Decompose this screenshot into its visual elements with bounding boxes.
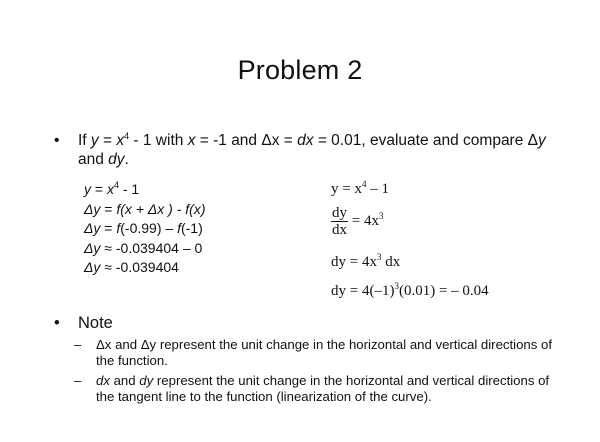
var: x [187,132,196,149]
exponent: 4 [124,131,130,141]
text: (0.01) = – 0.04 [398,283,489,299]
text: = -1 and Δx = [195,132,298,149]
text: dy = 4(–1) [331,283,395,299]
var: dy [108,151,125,168]
var: x [106,181,114,197]
var: y [90,132,99,149]
text: and [111,337,141,352]
exponent: 4 [113,180,119,190]
equation-line [84,180,205,200]
var: dx [297,132,314,149]
var: x [116,132,125,149]
rel: = [100,200,117,217]
rhs: -0.039404 – 0 [115,239,203,256]
note-label: Note [78,314,113,332]
equation-line [84,258,205,278]
fraction [331,205,348,238]
text: and [109,373,140,388]
lhs: Δy [84,259,101,275]
text: dx [381,254,401,270]
text: and [78,151,109,168]
rel: ≈ [100,259,116,275]
dy-equation-1 [331,181,389,198]
text: represent the unit change in the horizontal and vertical directions of the function. [96,337,553,368]
text: . [124,151,129,168]
lhs: y [84,181,91,197]
rhs: f(x + Δx ) - f(x) [116,200,206,217]
text: = 0.01, evaluate and compare Δ [313,132,539,149]
rel: = [100,220,117,236]
denominator: dx [332,222,347,238]
slide-title: Problem 2 [237,55,363,85]
equation-line [84,239,205,259]
rhs: - 1 [118,181,140,197]
text: If [78,132,91,149]
text: = 4x [348,212,379,229]
rhs: (-1) [180,220,203,236]
text: = [98,132,117,149]
var: Δx [96,337,112,352]
note-item-delta [74,337,566,368]
exponent: 3 [394,281,399,291]
equation-line [84,219,205,239]
text: represent the unit change in the horizontal and vertical directions of the tangent line to the function (linearization of the curve). [96,373,550,404]
rel: ≈ [100,239,116,256]
lhs: Δy [84,200,101,217]
var: Δy [140,337,157,352]
func: f [177,220,181,236]
dy-equation-4 [331,283,489,300]
var: dy [139,373,154,388]
text: – 1 [366,181,389,197]
rel: = [91,181,107,197]
lhs: Δy [84,239,101,256]
dash-icon: – [74,373,82,388]
bullet-icon: • [54,132,60,149]
exponent: 3 [376,252,382,262]
note-heading [54,314,113,333]
func: f [116,220,121,236]
numerator: dy [332,205,347,221]
exponent: 4 [361,179,367,189]
lhs: Δy [84,220,101,236]
equation-line [84,200,205,220]
text: y = x [331,181,362,197]
text: dy = 4x [331,254,377,270]
dy-equation-2 [331,205,383,238]
var: y [538,132,546,149]
text: - 1 with [129,132,188,149]
problem-statement [54,131,548,169]
var: dx [96,373,110,388]
dash-icon: – [74,337,82,352]
delta-y-derivation [84,180,205,278]
rhs: -0.039404 [115,259,179,275]
bullet-icon: • [54,314,60,332]
exponent: 3 [378,210,384,221]
dy-equation-3 [331,254,400,271]
rhs: (-0.99) – [120,220,178,236]
note-item-differential [74,373,566,404]
